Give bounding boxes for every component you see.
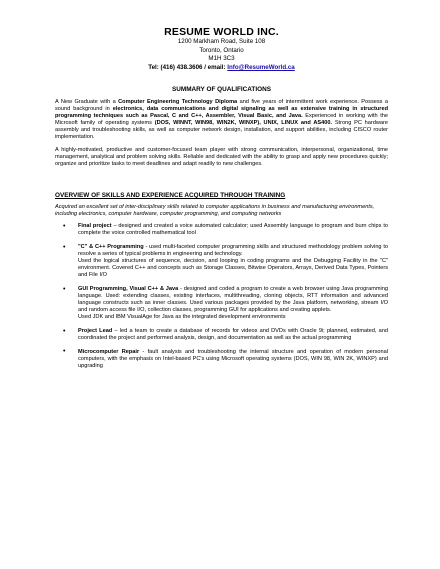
skill-item <box>55 286 388 321</box>
address-line-1: 1200 Markham Road, Suite 108 <box>177 38 266 45</box>
skill-detail: Used the logical structures of sequence, decision, and looping in coding programs and the Debugging Facility in the "C" environment. Covered C++ and concepts such as Storage Classes, Bitwise Operators, Arrays, Derived Data Types, Pointers and File I/O <box>78 258 388 279</box>
skill-label: GUI Programming, Visual C++ & Java <box>78 286 179 293</box>
summary-run: Experienced in working with the Microsoft family of operating systems <box>55 113 388 127</box>
skill-description: - fault analysis and troubleshooting the internal structure and operation of modern personal computers, with the emphasis on Intel-based PC's using Microsoft operating systems (DOS, WIN 98, WIN 2K, WINXP) and upgrading <box>78 348 388 369</box>
bullet-icon: • <box>63 327 66 335</box>
skill-item <box>55 349 388 370</box>
bullet-icon: • <box>63 285 66 293</box>
postal-code: M1H 3C3 <box>208 55 235 63</box>
summary-heading: SUMMARY OF QUALIFICATIONS <box>172 86 271 94</box>
summary-run: and five years of intermittent work experience. Possess a sound background in <box>55 99 388 113</box>
bullet-icon: • <box>63 222 66 230</box>
email-link[interactable]: Info@ResumeWorld.ca <box>227 63 295 71</box>
summary-paragraph-1 <box>55 99 388 141</box>
skill-label: Project Lead <box>78 328 113 335</box>
skill-detail: Used JDK and IBM VisualAge for Java as the integrated development environments <box>78 314 286 321</box>
skill-item <box>55 328 388 342</box>
skill-description: – designed and created a voice automated calculator; used Assembly language to program and burn chips to complete the voice controlled mathematical tool <box>78 223 388 237</box>
skill-label: Microcomputer Repair <box>78 348 140 355</box>
skills-list <box>55 223 388 370</box>
skill-item <box>55 223 388 237</box>
skill-description: - designed and coded a program to create a web browser using Java programming language. Used: extending classes, existing interfaces, multithreading, cloning objects, RTT information and advanced language constructs such as inner classes. Used various packages provided by the Java platform, networking, stream I/O and random access file I/O, collection classes, programming GUI for applications and creating applets. <box>78 286 388 314</box>
company-name: RESUME WORLD INC. <box>164 26 279 38</box>
skill-item <box>55 244 388 279</box>
summary-run: Strong PC hardware assembly and troubleshooting skills, as well as computer network design, installation, and support abilities, including CISCO router implementation. <box>55 120 388 141</box>
overview-intro: Acquired an excellent set of inter-disciplinary skills related to computer applications in business and manufacturing environments, including electronics, computer hardware, computer programming, and computing networks <box>55 204 375 218</box>
summary-run: Computer Engineering Technology Diploma <box>118 99 238 106</box>
skill-label: "C" & C++ Programming <box>78 244 144 251</box>
summary-run: (DOS, WINNT, WIN98, WIN2K, WINXP), UNIX, LINUX and AS400. <box>154 120 333 127</box>
skill-description: - used multi-faceted computer programming skills and structured methodology problem solving to resolve a series of typical problems in engineering and technology. <box>78 244 388 258</box>
summary-paragraph-2: A highly-motivated, productive and customer-focused team player with strong communication, interpersonal, organizational, time management, analytical and problem solving skills. Reliable and dedicated with the ability to grasp and apply new procedures quickly; organize and prioritize tasks to meet deadlines and adapt readily to new challenges. <box>55 147 388 168</box>
skill-description: – led a team to create a database of records for videos and DVDs with Oracle 9i; planned, estimated, and coordinated the project and performed analysis, design, and documentation as well as the actual programming <box>78 328 388 341</box>
resume-header <box>55 26 388 72</box>
phone-text: Tel: (416) 438.3606 / email: <box>148 63 228 71</box>
skill-label: Final project <box>78 223 112 230</box>
contact-line <box>55 64 388 73</box>
summary-run: electronics, data communications and digital signaling as well as extensive training in structured programming techniques such as Pascal, C and C++, Assembler, Visual Basic, and Java. <box>55 106 388 120</box>
bullet-icon: • <box>63 348 66 356</box>
overview-heading: OVERVIEW OF SKILLS AND EXPERIENCE ACQUIRED THROUGH TRAINING <box>55 192 286 200</box>
address-line-2: Toronto, Ontario <box>199 46 244 54</box>
summary-run: A New Graduate with a <box>55 99 119 106</box>
bullet-icon: • <box>63 243 66 251</box>
